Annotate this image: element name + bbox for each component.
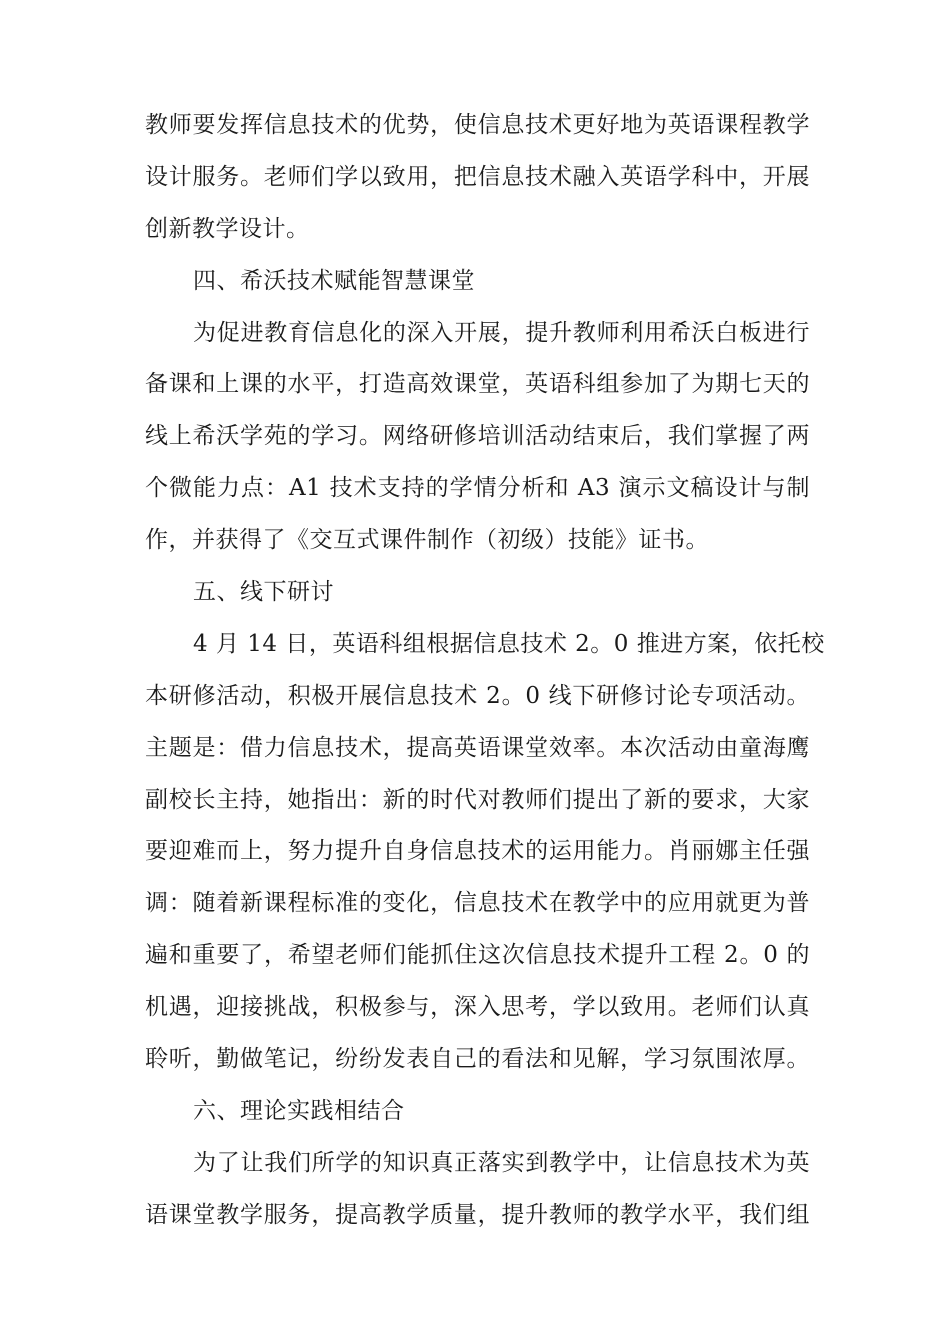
text-line: 副校长主持，她指出：新的时代对教师们提出了新的要求，大家	[145, 786, 810, 813]
text-line: 本研修活动，积极开展信息技术 2。0 线下研修讨论专项活动。	[145, 682, 810, 709]
text-line: 备课和上课的水平，打造高效课堂，英语科组参加了为期七天的	[145, 371, 810, 398]
text-line: 4 月 14 日，英语科组根据信息技术 2。0 推进方案，依托校	[193, 630, 825, 657]
text-line: 语课堂教学服务，提高教学质量，提升教师的教学水平，我们组	[145, 1201, 810, 1228]
text-line: 为了让我们所学的知识真正落实到教学中，让信息技术为英	[193, 1149, 810, 1176]
text-line: 个微能力点：A1 技术支持的学情分析和 A3 演示文稿设计与制	[145, 475, 810, 502]
document-body	[145, 100, 825, 1242]
text-line: 作，并获得了《交互式课件制作（初级）技能》证书。	[145, 527, 709, 554]
text-line: 遍和重要了，希望老师们能抓住这次信息技术提升工程 2。0 的	[145, 942, 810, 969]
text-line: 教师要发挥信息技术的优势，使信息技术更好地为英语课程教学	[145, 112, 810, 138]
text-line: 机遇，迎接挑战，积极参与，深入思考，学以致用。老师们认真	[145, 994, 810, 1021]
text-line: 主题是：借力信息技术，提高英语课堂效率。本次活动由童海鹰	[145, 734, 810, 761]
section-heading: 四、希沃技术赋能智慧课堂	[193, 267, 475, 294]
text-line: 设计服务。老师们学以致用，把信息技术融入英语学科中，开展	[145, 163, 810, 190]
text-line: 为促进教育信息化的深入开展，提升教师利用希沃白板进行	[193, 319, 810, 346]
section-heading: 五、线下研讨	[193, 579, 334, 606]
text-line: 要迎难而上，努力提升自身信息技术的运用能力。肖丽娜主任强	[145, 838, 810, 865]
text-line: 创新教学设计。	[145, 215, 310, 242]
section-heading: 六、理论实践相结合	[193, 1097, 405, 1124]
text-line: 聆听，勤做笔记，纷纷发表自己的看法和见解，学习氛围浓厚。	[145, 1046, 810, 1073]
text-line: 线上希沃学苑的学习。网络研修培训活动结束后，我们掌握了两	[145, 423, 810, 450]
text-line: 调：随着新课程标准的变化，信息技术在教学中的应用就更为普	[145, 890, 810, 917]
